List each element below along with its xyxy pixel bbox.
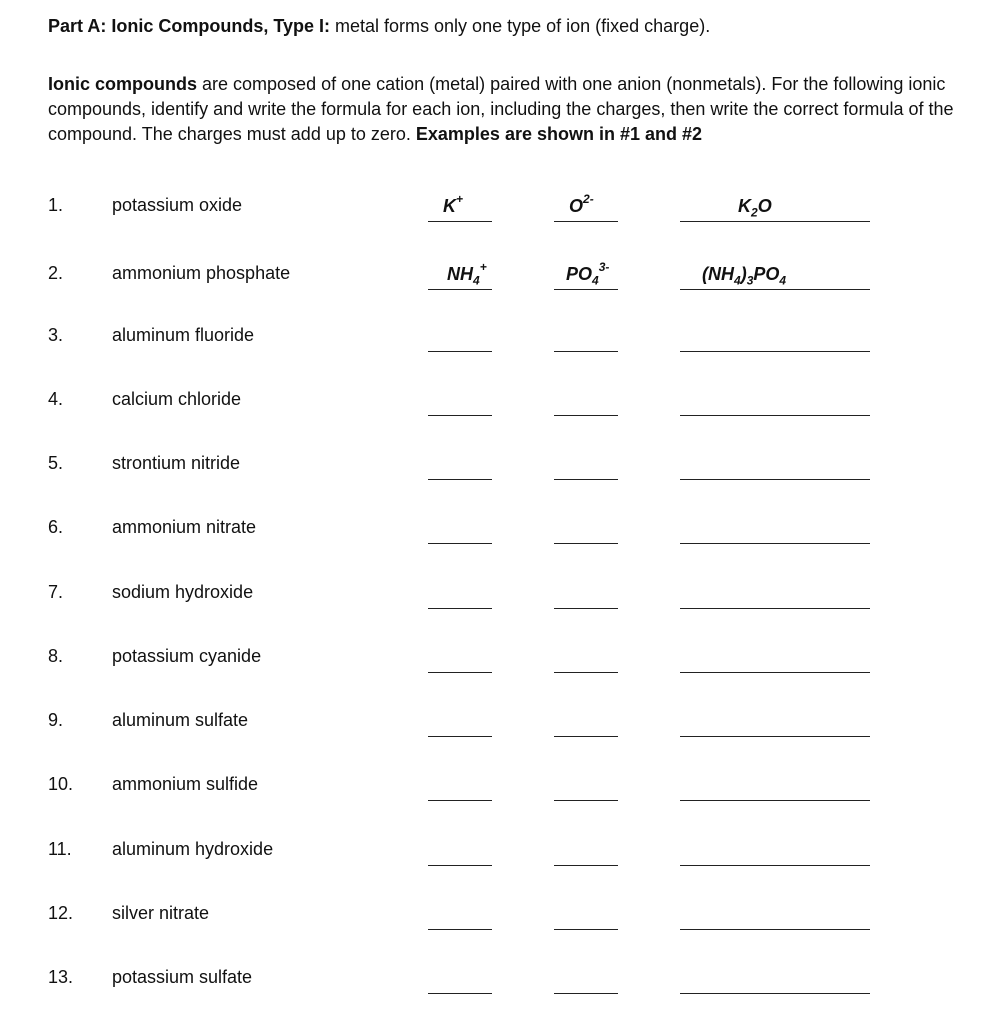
compound-name: silver nitrate <box>112 903 210 923</box>
item-number: 5. <box>48 453 64 473</box>
list-item <box>0 450 1001 480</box>
anion-blank[interactable] <box>554 351 618 352</box>
item-number: 6. <box>48 517 64 537</box>
instructions <box>48 72 978 147</box>
compound-name: potassium cyanide <box>112 646 262 666</box>
cation-blank[interactable] <box>428 736 492 737</box>
item-number: 13. <box>48 967 74 987</box>
example-anion: $PO_4^{3-}$ <box>566 260 610 288</box>
compound-name: strontium nitride <box>112 453 241 473</box>
anion-blank[interactable] <box>554 800 618 801</box>
compound-name: potassium sulfate <box>112 967 253 987</box>
cation-blank[interactable] <box>428 993 492 994</box>
cation-blank[interactable] <box>428 415 492 416</box>
anion-blank[interactable] <box>554 929 618 930</box>
cation-blank[interactable] <box>428 351 492 352</box>
item-number: 10. <box>48 774 74 794</box>
cation-blank[interactable] <box>428 543 492 544</box>
compound-name: calcium chloride <box>112 389 242 409</box>
example-formula: $K_2O$ <box>738 196 772 220</box>
formula-blank[interactable] <box>680 351 870 352</box>
anion-blank[interactable] <box>554 289 618 290</box>
list-item <box>0 514 1001 544</box>
list-item <box>0 260 1001 290</box>
cation-blank[interactable] <box>428 672 492 673</box>
compound-name: potassium oxide <box>112 195 243 215</box>
example-formula: $(NH_4)_3PO_4$ <box>702 263 790 285</box>
cation-blank[interactable] <box>428 289 492 290</box>
formula-blank[interactable] <box>680 543 870 544</box>
formula-blank[interactable] <box>680 672 870 673</box>
formula-blank[interactable] <box>680 221 870 222</box>
example-anion: $O^{2-}$ <box>569 192 594 216</box>
list-item <box>0 707 1001 737</box>
list-item <box>0 579 1001 609</box>
item-number: 7. <box>48 582 64 602</box>
intro-bold-start: Ionic compounds <box>48 74 198 94</box>
formula-blank[interactable] <box>680 479 870 480</box>
compound-name: ammonium phosphate <box>112 263 291 283</box>
item-number: 11. <box>48 839 72 859</box>
item-number: 1. <box>48 195 64 215</box>
anion-blank[interactable] <box>554 608 618 609</box>
list-item <box>0 900 1001 930</box>
anion-blank[interactable] <box>554 672 618 673</box>
compound-name: aluminum sulfate <box>112 710 249 730</box>
compound-name: sodium hydroxide <box>112 582 254 602</box>
list-item <box>0 771 1001 801</box>
formula-blank[interactable] <box>680 736 870 737</box>
example-cation: $NH_4^+$ <box>447 260 487 288</box>
anion-blank[interactable] <box>554 221 618 222</box>
anion-blank[interactable] <box>554 993 618 994</box>
anion-blank[interactable] <box>554 479 618 480</box>
cation-blank[interactable] <box>428 608 492 609</box>
cation-blank[interactable] <box>428 865 492 866</box>
compound-name: aluminum fluoride <box>112 325 255 345</box>
formula-blank[interactable] <box>680 415 870 416</box>
anion-blank[interactable] <box>554 736 618 737</box>
formula-blank[interactable] <box>680 929 870 930</box>
example-cation: K+ <box>443 192 464 216</box>
formula-blank[interactable] <box>680 993 870 994</box>
compound-name: aluminum hydroxide <box>112 839 274 859</box>
list-item <box>0 386 1001 416</box>
anion-blank[interactable] <box>554 543 618 544</box>
cation-blank[interactable] <box>428 479 492 480</box>
formula-blank[interactable] <box>680 865 870 866</box>
item-number: 4. <box>48 389 64 409</box>
list-item <box>0 836 1001 866</box>
cation-blank[interactable] <box>428 800 492 801</box>
cation-blank[interactable] <box>428 221 492 222</box>
list-item <box>0 192 1001 222</box>
item-number: 2. <box>48 263 64 283</box>
title-bold: Part A: Ionic Compounds, Type I: <box>48 16 331 36</box>
cation-blank[interactable] <box>428 929 492 930</box>
compound-name: ammonium nitrate <box>112 517 257 537</box>
item-number: 8. <box>48 646 64 666</box>
item-number: 12. <box>48 903 74 923</box>
formula-blank[interactable] <box>680 289 870 290</box>
list-item <box>0 322 1001 352</box>
anion-blank[interactable] <box>554 865 618 866</box>
item-number: 3. <box>48 325 64 345</box>
formula-blank[interactable] <box>680 800 870 801</box>
list-item <box>0 643 1001 673</box>
title-rest: metal forms only one type of ion (fixed charge). <box>330 16 711 36</box>
intro-bold-end: Examples are shown in #1 and #2 <box>415 124 703 144</box>
page-title <box>48 14 710 38</box>
list-item <box>0 964 1001 994</box>
item-number: 9. <box>48 710 64 730</box>
formula-blank[interactable] <box>680 608 870 609</box>
compound-name: ammonium sulfide <box>112 774 259 794</box>
intro-middle: are composed of one cation (metal) paired with one anion (nonmetals). For the following ionic compounds, identify and write the formula for each ion, including the charges, then write the correct formula of the compound. The charges must add up to zero. <box>48 74 954 144</box>
anion-blank[interactable] <box>554 415 618 416</box>
